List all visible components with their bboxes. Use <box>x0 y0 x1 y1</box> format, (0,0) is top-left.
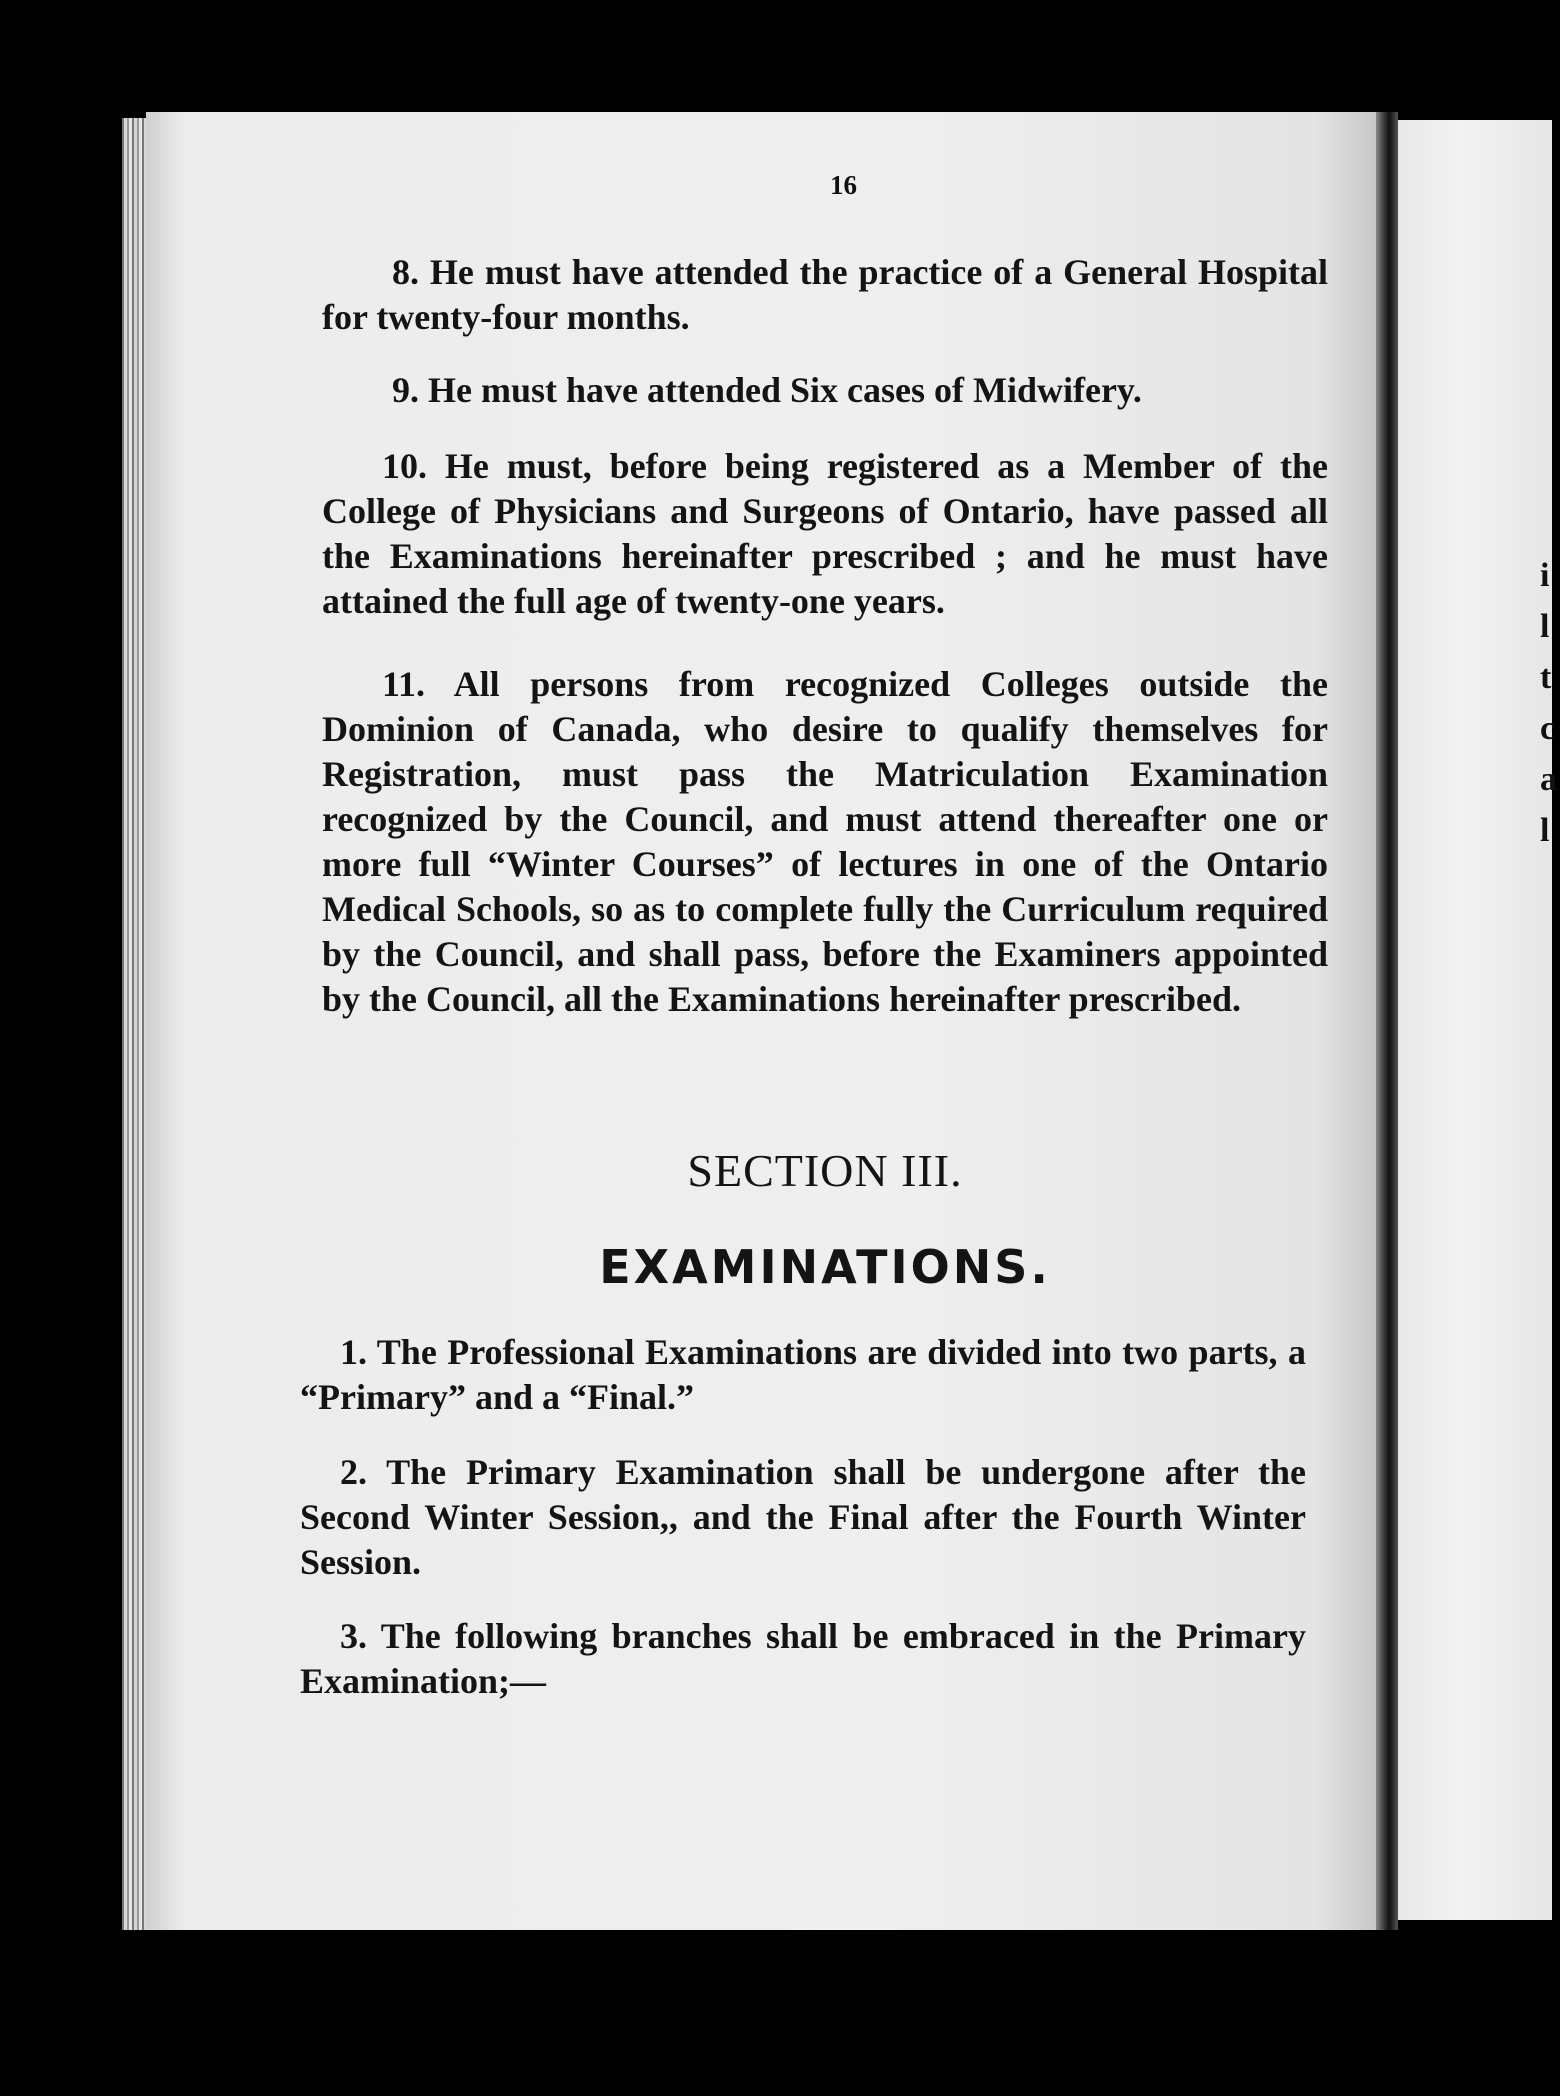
examinations-heading: EXAMINATIONS. <box>599 1240 1051 1294</box>
paragraph-number: 3. <box>340 1616 367 1656</box>
book-gutter <box>1376 112 1398 1930</box>
facing-page-letters <box>1540 550 1560 856</box>
facing-letter: l <box>1540 608 1550 645</box>
exam-paragraph-1 <box>300 1330 1306 1420</box>
paragraph-number: 11. <box>382 664 426 704</box>
facing-letter: t <box>1540 659 1552 696</box>
paragraph-8 <box>322 250 1328 340</box>
paragraph-number: 9. <box>392 370 419 410</box>
facing-letter: c <box>1540 710 1556 747</box>
paragraph-11 <box>322 662 1328 1022</box>
paragraph-number: 8. <box>392 252 419 292</box>
paragraph-text: He must have attended Six cases of Midwifery. <box>428 370 1142 410</box>
section-heading: SECTION III. <box>687 1145 963 1196</box>
paragraph-number: 2. <box>340 1452 367 1492</box>
paragraph-text: The Primary Examination shall be undergone after the Second Winter Session,, and the Final after the Fourth Winter Session. <box>300 1452 1306 1582</box>
exam-paragraph-3 <box>300 1614 1306 1704</box>
facing-letter: l <box>1540 812 1550 849</box>
facing-letter: i <box>1540 557 1550 594</box>
paragraph-number: 1. <box>340 1332 367 1372</box>
paragraph-text: The following branches shall be embraced in the Primary Examination;— <box>300 1616 1306 1701</box>
book-page-edges <box>122 118 148 1930</box>
paragraph-10 <box>322 444 1328 624</box>
paragraph-number: 10. <box>382 446 427 486</box>
paragraph-9 <box>322 368 1328 413</box>
facing-letter: a <box>1540 761 1557 798</box>
paragraph-text: He must have attended the practice of a General Hospital for twenty-four months. <box>322 252 1329 337</box>
page-number: 16 <box>830 170 857 200</box>
paragraph-text: The Professional Examinations are divided into two parts, a “Primary” and a “Final.” <box>300 1332 1306 1417</box>
facing-page <box>1398 120 1552 1920</box>
paragraph-text: He must, before being registered as a Member of the College of Physicians and Surgeons of Ontario, have passed all the Examinations hereinafter prescribed ; and he must have attained the full age of twenty-one years. <box>322 446 1329 621</box>
paragraph-text: All persons from recognized Colleges outside the Dominion of Canada, who desire to qualify themselves for Registration, must pass the Matriculation Examination recognized by the Council, and must attend thereafter one or more full “Winter Courses” of lectures in one of the Ontario Medical Schools, so as to complete fully the Curriculum required by the Council, and shall pass, before the Examiners appointed by the Council, all the Examinations hereinafter prescribed. <box>322 664 1328 1019</box>
exam-paragraph-2 <box>300 1450 1306 1585</box>
